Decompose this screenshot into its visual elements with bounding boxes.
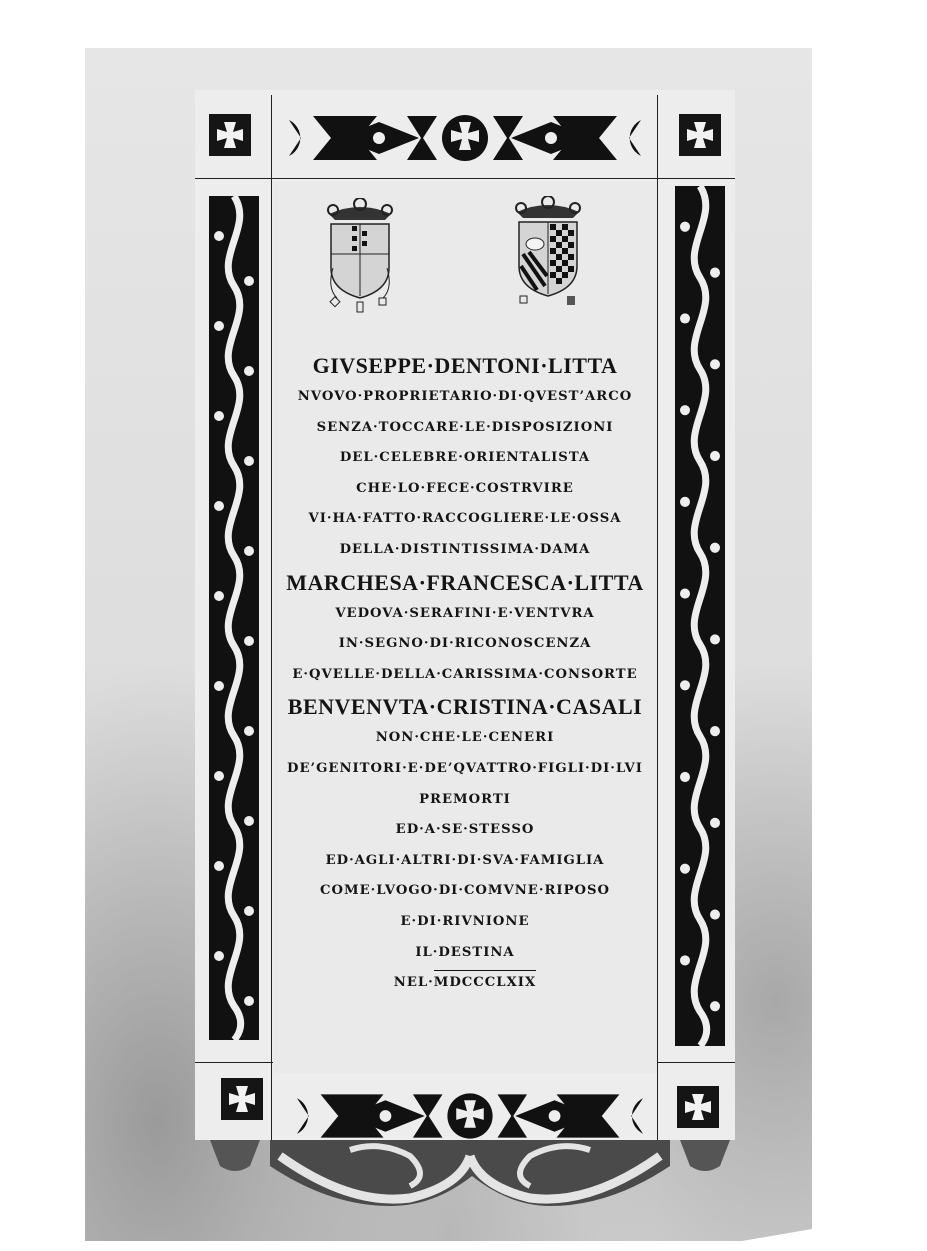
date-roman-numeral: [434, 968, 536, 999]
cross-pattee-icon: [209, 114, 251, 156]
right-vine-band: [675, 186, 725, 1046]
inscription-line: E·DI·RIVNIONE: [400, 913, 530, 929]
top-ornamental-band: [287, 112, 643, 164]
inscription-line: BENVENVTA·CRISTINA·CASALI: [287, 694, 643, 720]
inscription-line: VI·HA·FATTO·RACCOGLIERE·LE·OSSA: [308, 511, 622, 527]
inscription-line: CHE·LO·FECE·COSTRVIRE: [356, 480, 574, 496]
inscription-line: ED·AGLI·ALTRI·DI·SVA·FAMIGLIA: [325, 852, 605, 868]
inscription-line: NVOVO·PROPRIETARIO·DI·QVEST’ARCO: [297, 389, 633, 404]
inscription-line: PREMORTI: [419, 791, 511, 807]
base-scroll-ornament: [210, 1136, 730, 1218]
inscription-line: VEDOVA·SERAFINI·E·VENTVRA: [335, 605, 595, 621]
frame-line-top: [195, 178, 735, 179]
cross-pattee-icon: [679, 114, 721, 156]
inscription-line: SENZA·TOCCARE·LE·DISPOSIZIONI: [316, 419, 614, 435]
inscription-line: NON·CHE·LE·CENERI: [375, 730, 555, 746]
inscription-line: IL·DESTINA: [415, 944, 515, 960]
frame-line-right: [657, 95, 658, 1140]
date-overline: [434, 970, 536, 971]
plaque-photo: [85, 48, 812, 1241]
inscription-date: [273, 968, 657, 999]
inscription-line: E·QVELLE·DELLA·CARISSIMA·CONSORTE: [292, 666, 638, 682]
cross-pattee-icon: [221, 1078, 263, 1120]
inscription-line: DE’GENITORI·E·DE’QVATTRO·FIGLI·DI·LVI: [287, 760, 643, 776]
frame-line-left: [271, 95, 272, 1140]
inscription-line: MARCHESA·FRANCESCA·LITTA: [286, 569, 644, 595]
bottom-ornamental-band: [295, 1090, 645, 1142]
left-vine-band: [209, 196, 259, 1040]
inscription-line: DELLA·DISTINTISSIMA·DAMA: [339, 541, 591, 557]
inscription-line: DEL·CELEBRE·ORIENTALISTA: [339, 450, 591, 466]
inscription-line: GIVSEPPE·DENTONI·LITTA: [312, 353, 618, 378]
inscription-line: COME·LVOGO·DI·COMVNE·RIPOSO: [319, 883, 610, 899]
inscription-field: [273, 181, 657, 1073]
inscription-line: IN·SEGNO·DI·RICONOSCENZA: [338, 636, 592, 652]
inscription-text: [273, 349, 657, 999]
date-roman-text: MDCCCLXIX: [433, 975, 537, 991]
photo-corner-edge: [742, 1229, 812, 1241]
cross-pattee-icon: [677, 1086, 719, 1128]
right-coat-of-arms-icon: [507, 196, 589, 314]
left-coat-of-arms-icon: [319, 198, 401, 316]
inscription-line: ED·A·SE·STESSO: [395, 822, 535, 838]
date-prefix: NEL·: [393, 975, 434, 991]
